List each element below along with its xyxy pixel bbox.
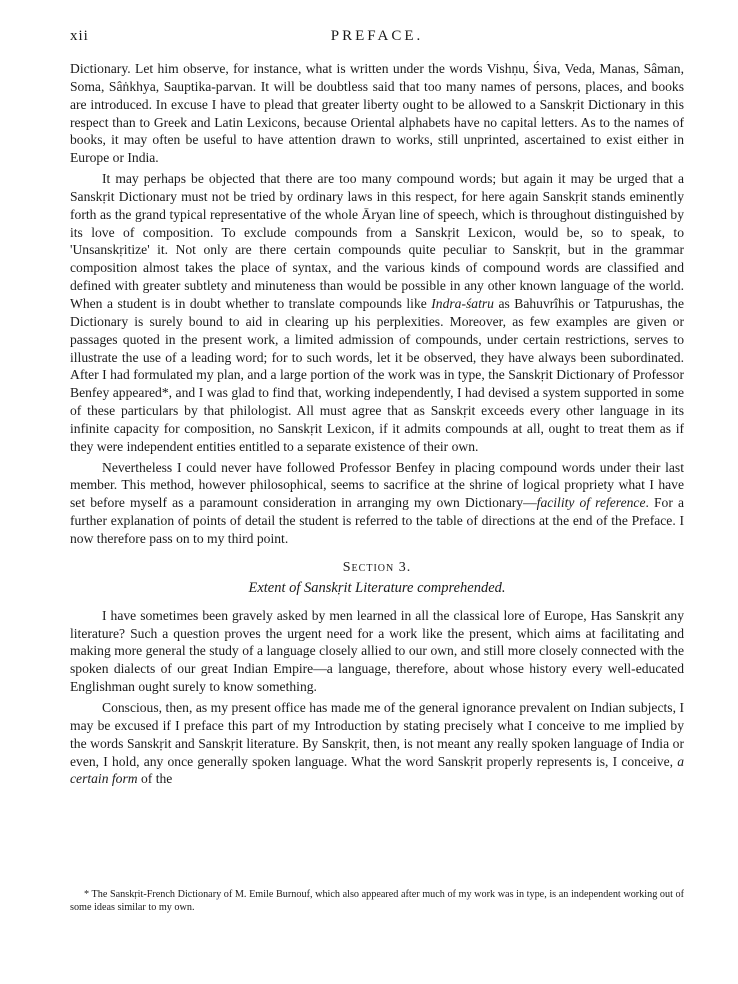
- paragraph-2: [70, 170, 684, 456]
- paragraph-3-italic: facility of reference: [536, 495, 646, 511]
- section-heading: [70, 560, 684, 576]
- paragraph-5-italic: a certain form: [70, 753, 684, 787]
- page-header: [70, 28, 684, 50]
- paragraph-5-rest: of the: [137, 771, 173, 787]
- paragraph-5-text: Conscious, then, as my present office has made me of the general ignorance prevalent on Indian subjects, I may be excused if I preface this part of my Introduction by stating precisely what I conceive to me implied by the words Sanskṛit and Sanskṛit literature. By Sanskṛit, then, is not meant any really spoken language of India or even, I hold, any once generally spoken language. What the word Sanskṛit properly represents is, I conceive,: [70, 700, 684, 769]
- paragraph-2-italic: Indra-śatru: [431, 295, 494, 311]
- page-body: [70, 60, 684, 788]
- paragraph-2-text: It may perhaps be objected that there are too many compound words; but again it may be urged that a Sanskṛit Dictionary must not be tried by ordinary laws in this respect, for here again Sanskṛit stands eminently forth as the grand typical representative of the whole Āryan line of speech, which is throughout distinguished by its love of composition. To exclude compounds from a Sanskṛit Lexicon, would be, so to speak, to 'Unsanskṛitize' it. Not only are there certain compounds quite peculiar to Sanskṛit, but in the grammar composition almost takes the place of syntax, and the various kinds of compound words are classified and defined with greater subtlety and minuteness than would be possible in any other known language of the world. When a student is in doubt whether to translate compounds like: [70, 171, 684, 311]
- section-label: Section 3.: [342, 559, 412, 575]
- page-number: xii: [70, 28, 89, 44]
- paragraph-3-text: Nevertheless I could never have followed Professor Benfey in placing compound words under their last member. This method, however philosophical, seems to sacrifice at the shrine of logical propriety what I have set before myself as a paramount consideration in arranging my own Dictionary—: [70, 459, 684, 511]
- section-title: Extent of Sanskṛit Literature comprehended.: [248, 579, 506, 596]
- footnote: * The Sanskṛit-French Dictionary of M. Emile Burnouf, which also appeared after much of my work was in type, is an independent working out of some ideas similar to my own.: [70, 889, 684, 913]
- paragraph-3-rest: . For a further explanation of points of detail the student is referred to the table of directions at the end of the Preface. I now therefore pass on to my third point.: [70, 495, 684, 546]
- paragraph-3: [70, 459, 684, 548]
- running-title: PREFACE.: [330, 28, 424, 44]
- paragraph-5: [70, 699, 684, 788]
- paragraph-2-rest: as Bahuvrîhis or Tatpurushas, the Dictionary is surely bound to aid in clearing up his perplexities. Moreover, as few examples are given or passages quoted in the present work, a limited admission of compounds, under certain restrictions, serves to illustrate the use of a leading word; for to such words, let it be observed, they have always been subordinated. After I had formulated my plan, and a large portion of the work was in type, the Sanskṛit Dictionary of Professor Benfey appeared*, and I was glad to find that, working independently, I had devised a system supported in some of these particulars by that philologist. All must agree that as Sanskṛit exceeds every other language in its infinite capacity for composition, no Sanskṛit Lexicon, if it admits compounds at all, ought to treat them as if they were independent entities entitled to a separate existence of their own.: [70, 295, 684, 454]
- paragraph-4: I have sometimes been gravely asked by men learned in all the classical lore of Europe, Has Sanskṛit any literature? Such a question proves the urgent need for a work like the present, which aims at facilitating and making more general the study of a language closely allied to our own, and still more closely connected with the spoken dialects of our great Indian Empire—a language, therefore, about whose history every well-educated Englishman ought surely to know something.: [70, 607, 684, 695]
- paragraph-1: Dictionary. Let him observe, for instance, what is written under the words Vishṇu, Śiva, Veda, Manas, Sâman, Soma, Sâṅkhya, Sauptika-parvan. It will be doubtless said that too many names of persons, places, and books are introduced. In excuse I have to plead that greater liberty ought to be allowed to a Sanskṛit Dictionary in this respect than to Greek and Latin Lexicons, because Oriental alphabets have no capital letters. As to the names of books, it may often be useful to have attention drawn to works, still unprinted, ascertained to exist either in Europe or India.: [70, 61, 684, 166]
